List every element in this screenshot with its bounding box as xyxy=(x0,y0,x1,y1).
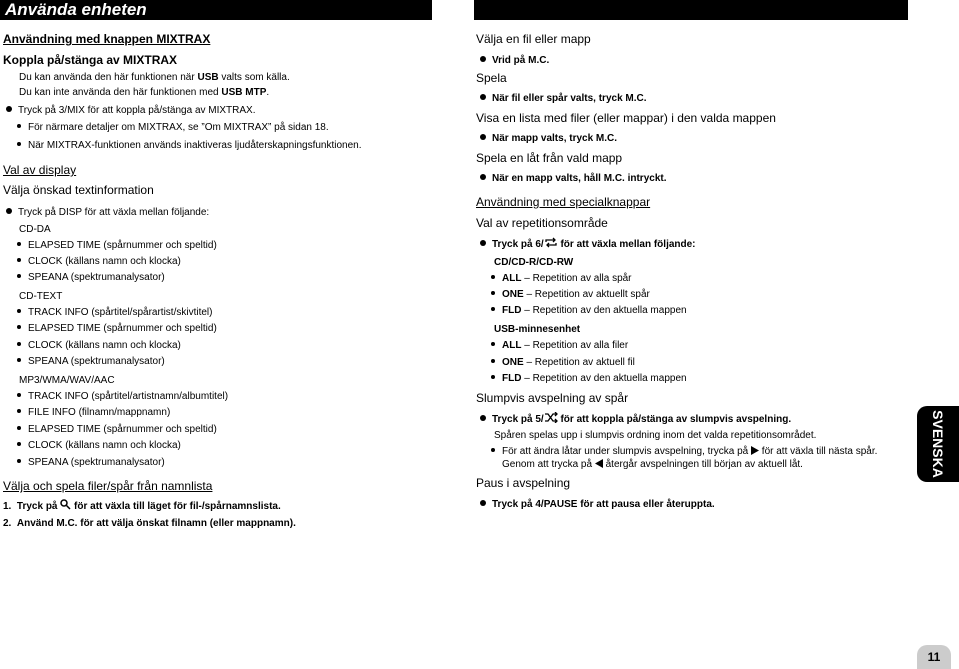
back-icon xyxy=(595,459,603,468)
shuffle-step: Tryck på 5/ för att koppla på/stänga av slumpvis avspelning. xyxy=(480,412,791,427)
mixtrax-heading: Användning med knappen MIXTRAX xyxy=(3,32,211,46)
select-heading: Välja en fil eller mapp xyxy=(476,32,591,46)
list-heading: Visa en lista med filer (eller mappar) i den valda mappen xyxy=(476,111,776,125)
mp3-label: MP3/WMA/WAV/AAC xyxy=(19,375,115,386)
list-step: När mapp valts, tryck M.C. xyxy=(480,132,617,146)
display-heading: Val av display xyxy=(3,163,77,177)
playall-heading: Spela en låt från vald mapp xyxy=(476,151,623,165)
list-item: FLD – Repetition av den aktuella mappen xyxy=(491,372,687,386)
special-heading: Användning med specialknappar xyxy=(476,195,651,209)
bullet-icon xyxy=(17,142,21,146)
play-step: När fil eller spår valts, tryck M.C. xyxy=(480,92,647,106)
select-step: Vrid på M.C. xyxy=(480,54,549,68)
shuffle-heading: Slumpvis avspelning av spår xyxy=(476,391,629,405)
page-number: 11 xyxy=(927,650,941,664)
pause-heading: Paus i avspelning xyxy=(476,476,571,490)
forward-icon xyxy=(751,446,759,455)
playall-step: När en mapp valts, håll M.C. intryckt. xyxy=(480,172,667,186)
list-item: ELAPSED TIME (spårnummer och speltid) xyxy=(17,322,217,336)
step-bullet-icon xyxy=(6,208,12,214)
shuffle-sub-1: För att ändra låtar under slumpvis avspelning, trycka på för att växla till nästa spår. xyxy=(491,445,877,459)
right-header-bar xyxy=(474,0,908,20)
mixtrax-step: Tryck på 3/MIX för att koppla på/stänga av MIXTRAX. xyxy=(6,104,256,118)
page-title: Använda enheten xyxy=(5,0,147,19)
language-tab xyxy=(917,406,959,482)
list-item: ELAPSED TIME (spårnummer och speltid) xyxy=(17,423,217,437)
list-item: CLOCK (källans namn och klocka) xyxy=(17,439,181,453)
namelist-step-2: 2. Använd M.C. för att välja önskat filnamn (eller mappnamn). xyxy=(3,518,296,529)
namelist-heading: Välja och spela filer/spår från namnlista xyxy=(3,479,213,493)
disp-step: Tryck på DISP för att växla mellan följande: xyxy=(6,206,209,220)
cd-label: CD/CD-R/CD-RW xyxy=(494,257,574,268)
step-bullet-icon xyxy=(6,106,12,112)
namelist-step-1: 1. Tryck på för att växla till läget för fil-/spårnamnslista. xyxy=(3,501,281,512)
search-icon xyxy=(60,499,71,510)
list-item: FILE INFO (filnamn/mappnamn) xyxy=(17,406,170,420)
list-item: CLOCK (källans namn och klocka) xyxy=(17,339,181,353)
bullet-icon xyxy=(17,124,21,128)
usb-label: USB-minnesenhet xyxy=(494,324,581,335)
list-item: SPEANA (spektrumanalysator) xyxy=(17,271,165,285)
list-item: CLOCK (källans namn och klocka) xyxy=(17,255,181,269)
mixtrax-sub-2: När MIXTRAX-funktionen används inaktiveras ljudåterskapningsfunktionen. xyxy=(17,139,362,153)
mixtrax-note-1: Du kan använda den här funktionen när USB valts som källa. xyxy=(19,72,290,83)
shuffle-note: Spåren spelas upp i slumpvis ordning inom det valda repetitionsområdet. xyxy=(494,430,817,441)
list-item: ONE – Repetition av aktuellt spår xyxy=(491,288,650,302)
list-item: ALL – Repetition av alla filer xyxy=(491,339,628,353)
mixtrax-sub-1: För närmare detaljer om MIXTRAX, se ”Om MIXTRAX” på sidan 18. xyxy=(17,121,329,135)
list-item: TRACK INFO (spårtitel/artistnamn/albumtitel) xyxy=(17,390,228,404)
mixtrax-note-2: Du kan inte använda den här funktionen med USB MTP. xyxy=(19,87,270,98)
list-item: ELAPSED TIME (spårnummer och speltid) xyxy=(17,239,217,253)
list-item: ALL – Repetition av alla spår xyxy=(491,272,632,286)
shuffle-icon xyxy=(544,412,558,423)
list-item: SPEANA (spektrumanalysator) xyxy=(17,355,165,369)
repeat-icon xyxy=(544,237,558,248)
cdda-label: CD-DA xyxy=(19,224,51,235)
repeat-heading: Val av repetitionsområde xyxy=(476,216,608,230)
pause-step: Tryck på 4/PAUSE för att pausa eller återuppta. xyxy=(480,498,715,512)
mixtrax-toggle-heading: Koppla på/stänga av MIXTRAX xyxy=(3,53,178,67)
cdtext-label: CD-TEXT xyxy=(19,291,63,302)
repeat-step: Tryck på 6/ för att växla mellan följande: xyxy=(480,237,696,252)
play-heading: Spela xyxy=(476,71,507,85)
page-number-tab xyxy=(917,645,951,669)
language-label: SVENSKA xyxy=(930,410,946,478)
section-title-bar xyxy=(0,0,432,20)
choose-text-heading: Välja önskad textinformation xyxy=(3,183,154,197)
list-item: ONE – Repetition av aktuell fil xyxy=(491,356,635,370)
list-item: TRACK INFO (spårtitel/spårartist/skivtitel) xyxy=(17,306,212,320)
shuffle-sub-2: Genom att trycka på återgår avspelningen till början av aktuell låt. xyxy=(502,459,803,470)
list-item: SPEANA (spektrumanalysator) xyxy=(17,456,165,470)
list-item: FLD – Repetition av den aktuella mappen xyxy=(491,304,687,318)
